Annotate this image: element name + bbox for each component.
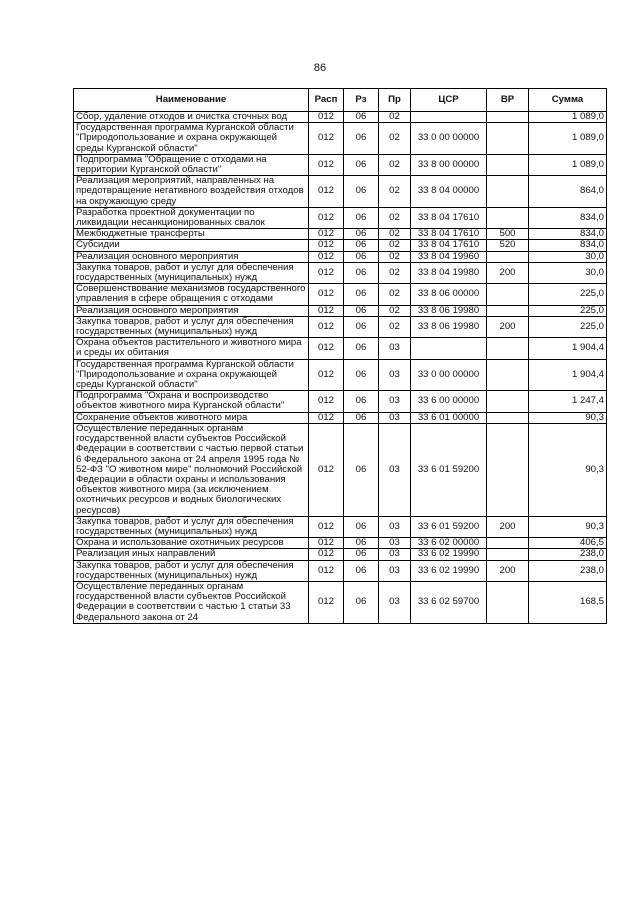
cell-rasp: 012 (309, 516, 344, 537)
table-row (74, 423, 607, 516)
cell-name: Сохранение объектов животного мира (74, 412, 309, 423)
cell-pr: 02 (379, 207, 411, 228)
cell-name: Сбор, удаление отходов и очистка сточных вод (74, 112, 309, 123)
header-pr: Пр (379, 89, 411, 112)
cell-vr: 200 (487, 560, 529, 581)
cell-sum: 834,0 (529, 240, 607, 251)
cell-rz: 06 (344, 359, 379, 391)
cell-csr: 33 6 01 00000 (411, 412, 487, 423)
cell-name: Закупка товаров, работ и услуг для обеспечения государственных (муниципальных) нужд (74, 316, 309, 337)
cell-rz: 06 (344, 316, 379, 337)
cell-name: Совершенствование механизмов государственного управления в сфере обращения с отходами (74, 284, 309, 305)
table-row (74, 240, 607, 251)
cell-csr: 33 8 04 00000 (411, 176, 487, 208)
cell-sum: 238,0 (529, 549, 607, 560)
cell-pr: 03 (379, 391, 411, 412)
header-name: Наименование (74, 89, 309, 112)
cell-sum: 225,0 (529, 305, 607, 316)
table-row (74, 123, 607, 155)
cell-csr: 33 8 04 19960 (411, 251, 487, 262)
cell-csr: 33 8 04 19980 (411, 262, 487, 283)
cell-pr: 02 (379, 112, 411, 123)
cell-rz: 06 (344, 284, 379, 305)
cell-name: Осуществление переданных органам государственной власти субъектов Российской Федерации в соответствии с частью первой статьи 6 Федерального закона от 24 апреля 1995 года № 52-ФЗ "О животном мире" полномочий Российской Федерации в области охраны и использования объектов животного мира (за исключением охотничьих ресурсов и водных биологических ресурсов) (74, 423, 309, 516)
header-rz: Рз (344, 89, 379, 112)
cell-csr: 33 0 00 00000 (411, 359, 487, 391)
table-row (74, 284, 607, 305)
cell-csr: 33 0 00 00000 (411, 123, 487, 155)
table-row (74, 359, 607, 391)
cell-vr (487, 284, 529, 305)
table-row (74, 251, 607, 262)
cell-sum: 90,3 (529, 516, 607, 537)
header-csr: ЦСР (411, 89, 487, 112)
cell-csr: 33 8 04 17610 (411, 240, 487, 251)
cell-rz: 06 (344, 251, 379, 262)
cell-vr (487, 338, 529, 359)
cell-vr (487, 549, 529, 560)
cell-pr: 03 (379, 560, 411, 581)
cell-pr: 02 (379, 176, 411, 208)
budget-table (73, 88, 607, 624)
cell-name: Закупка товаров, работ и услуг для обеспечения государственных (муниципальных) нужд (74, 560, 309, 581)
cell-pr: 02 (379, 284, 411, 305)
table-body (74, 112, 607, 624)
cell-rasp: 012 (309, 305, 344, 316)
cell-rasp: 012 (309, 391, 344, 412)
cell-rasp: 012 (309, 176, 344, 208)
cell-csr (411, 338, 487, 359)
cell-csr: 33 6 01 59200 (411, 423, 487, 516)
cell-name: Охрана объектов растительного и животного мира и среды их обитания (74, 338, 309, 359)
cell-csr: 33 6 02 19990 (411, 560, 487, 581)
cell-pr: 02 (379, 305, 411, 316)
cell-rz: 06 (344, 538, 379, 549)
table-row (74, 154, 607, 175)
cell-rasp: 012 (309, 251, 344, 262)
cell-rasp: 012 (309, 316, 344, 337)
cell-rz: 06 (344, 549, 379, 560)
cell-pr: 02 (379, 251, 411, 262)
cell-vr (487, 581, 529, 623)
cell-rasp: 012 (309, 262, 344, 283)
cell-vr (487, 412, 529, 423)
table-row (74, 549, 607, 560)
cell-pr: 02 (379, 316, 411, 337)
table-row (74, 538, 607, 549)
cell-sum: 1 089,0 (529, 123, 607, 155)
cell-name: Субсидии (74, 240, 309, 251)
cell-sum: 225,0 (529, 316, 607, 337)
cell-rz: 06 (344, 176, 379, 208)
cell-sum: 1 089,0 (529, 154, 607, 175)
cell-vr (487, 423, 529, 516)
cell-vr: 200 (487, 262, 529, 283)
cell-vr (487, 207, 529, 228)
cell-vr (487, 305, 529, 316)
cell-rz: 06 (344, 516, 379, 537)
cell-rasp: 012 (309, 154, 344, 175)
table-row (74, 305, 607, 316)
cell-name: Осуществление переданных органам государственной власти субъектов Российской Федерации в соответствии с частью 1 статьи 33 Федерального закона от 24 (74, 581, 309, 623)
cell-rasp: 012 (309, 538, 344, 549)
cell-vr: 200 (487, 516, 529, 537)
header-rasp: Расп (309, 89, 344, 112)
cell-pr: 03 (379, 538, 411, 549)
table-row (74, 560, 607, 581)
cell-pr: 02 (379, 123, 411, 155)
cell-csr: 33 8 00 00000 (411, 154, 487, 175)
cell-sum: 406,5 (529, 538, 607, 549)
cell-pr: 03 (379, 412, 411, 423)
cell-rasp: 012 (309, 207, 344, 228)
cell-csr: 33 8 04 17610 (411, 207, 487, 228)
cell-csr (411, 112, 487, 123)
cell-name: Реализация основного мероприятия (74, 305, 309, 316)
cell-rasp: 012 (309, 123, 344, 155)
cell-pr: 03 (379, 516, 411, 537)
cell-name: Межбюджетные трансферты (74, 229, 309, 240)
cell-rz: 06 (344, 123, 379, 155)
cell-sum: 225,0 (529, 284, 607, 305)
cell-rasp: 012 (309, 412, 344, 423)
table-row (74, 262, 607, 283)
cell-vr (487, 251, 529, 262)
cell-csr: 33 6 02 19990 (411, 549, 487, 560)
cell-rasp: 012 (309, 423, 344, 516)
cell-sum: 90,3 (529, 423, 607, 516)
table-row (74, 112, 607, 123)
cell-rasp: 012 (309, 359, 344, 391)
cell-vr (487, 154, 529, 175)
cell-csr: 33 8 06 19980 (411, 305, 487, 316)
table-row (74, 316, 607, 337)
cell-csr: 33 6 00 00000 (411, 391, 487, 412)
cell-pr: 02 (379, 262, 411, 283)
cell-name: Разработка проектной документации по ликвидации несанкционированных свалок (74, 207, 309, 228)
cell-name: Закупка товаров, работ и услуг для обеспечения государственных (муниципальных) нужд (74, 516, 309, 537)
cell-vr: 500 (487, 229, 529, 240)
cell-rz: 06 (344, 560, 379, 581)
cell-csr: 33 6 02 00000 (411, 538, 487, 549)
cell-sum: 1 904,4 (529, 338, 607, 359)
header-vr: ВР (487, 89, 529, 112)
cell-sum: 168,5 (529, 581, 607, 623)
cell-vr (487, 123, 529, 155)
cell-pr: 03 (379, 338, 411, 359)
cell-rasp: 012 (309, 284, 344, 305)
cell-rz: 06 (344, 207, 379, 228)
page-number: 86 (313, 62, 327, 74)
cell-vr: 200 (487, 316, 529, 337)
cell-name: Подпрограмма "Обращение с отходами на территории Курганской области" (74, 154, 309, 175)
cell-rasp: 012 (309, 240, 344, 251)
cell-pr: 02 (379, 240, 411, 251)
cell-rz: 06 (344, 412, 379, 423)
cell-csr: 33 8 06 19980 (411, 316, 487, 337)
cell-rz: 06 (344, 240, 379, 251)
cell-rz: 06 (344, 581, 379, 623)
cell-sum: 30,0 (529, 262, 607, 283)
cell-pr: 03 (379, 359, 411, 391)
cell-name: Закупка товаров, работ и услуг для обеспечения государственных (муниципальных) нужд (74, 262, 309, 283)
table-row (74, 391, 607, 412)
table-row (74, 338, 607, 359)
cell-name: Подпрограмма "Охрана и воспроизводство объектов животного мира Курганской области" (74, 391, 309, 412)
header-sum: Сумма (529, 89, 607, 112)
cell-csr: 33 8 04 17610 (411, 229, 487, 240)
table-header-row (74, 89, 607, 112)
cell-name: Охрана и использование охотничьих ресурсов (74, 538, 309, 549)
cell-vr: 520 (487, 240, 529, 251)
cell-csr: 33 8 06 00000 (411, 284, 487, 305)
cell-rz: 06 (344, 112, 379, 123)
cell-pr: 02 (379, 229, 411, 240)
cell-csr: 33 6 02 59700 (411, 581, 487, 623)
cell-rasp: 012 (309, 112, 344, 123)
cell-rz: 06 (344, 262, 379, 283)
cell-rz: 06 (344, 154, 379, 175)
cell-vr (487, 112, 529, 123)
cell-pr: 03 (379, 581, 411, 623)
table-row (74, 516, 607, 537)
cell-pr: 02 (379, 154, 411, 175)
cell-rasp: 012 (309, 229, 344, 240)
cell-rz: 06 (344, 229, 379, 240)
cell-sum: 238,0 (529, 560, 607, 581)
cell-vr (487, 176, 529, 208)
cell-vr (487, 359, 529, 391)
cell-rz: 06 (344, 305, 379, 316)
cell-sum: 834,0 (529, 229, 607, 240)
table-row (74, 581, 607, 623)
cell-name: Реализация основного мероприятия (74, 251, 309, 262)
table-row (74, 176, 607, 208)
table-row (74, 412, 607, 423)
cell-rz: 06 (344, 391, 379, 412)
table-row (74, 207, 607, 228)
cell-name: Государственная программа Курганской области "Природопользование и охрана окружающей среды Курганской области" (74, 359, 309, 391)
cell-csr: 33 6 01 59200 (411, 516, 487, 537)
cell-pr: 03 (379, 423, 411, 516)
cell-pr: 03 (379, 549, 411, 560)
cell-rasp: 012 (309, 338, 344, 359)
cell-sum: 90,3 (529, 412, 607, 423)
cell-rasp: 012 (309, 581, 344, 623)
cell-sum: 1 247,4 (529, 391, 607, 412)
cell-sum: 1 904,4 (529, 359, 607, 391)
cell-rz: 06 (344, 423, 379, 516)
cell-name: Реализация иных направлений (74, 549, 309, 560)
cell-name: Реализация мероприятий, направленных на предотвращение негативного воздействия отходов на окружающую среду (74, 176, 309, 208)
cell-rasp: 012 (309, 549, 344, 560)
cell-sum: 864,0 (529, 176, 607, 208)
cell-rasp: 012 (309, 560, 344, 581)
cell-sum: 834,0 (529, 207, 607, 228)
cell-vr (487, 538, 529, 549)
table-row (74, 229, 607, 240)
cell-name: Государственная программа Курганской области "Природопользование и охрана окружающей среды Курганской области" (74, 123, 309, 155)
cell-sum: 30,0 (529, 251, 607, 262)
cell-vr (487, 391, 529, 412)
cell-rz: 06 (344, 338, 379, 359)
cell-sum: 1 089,0 (529, 112, 607, 123)
